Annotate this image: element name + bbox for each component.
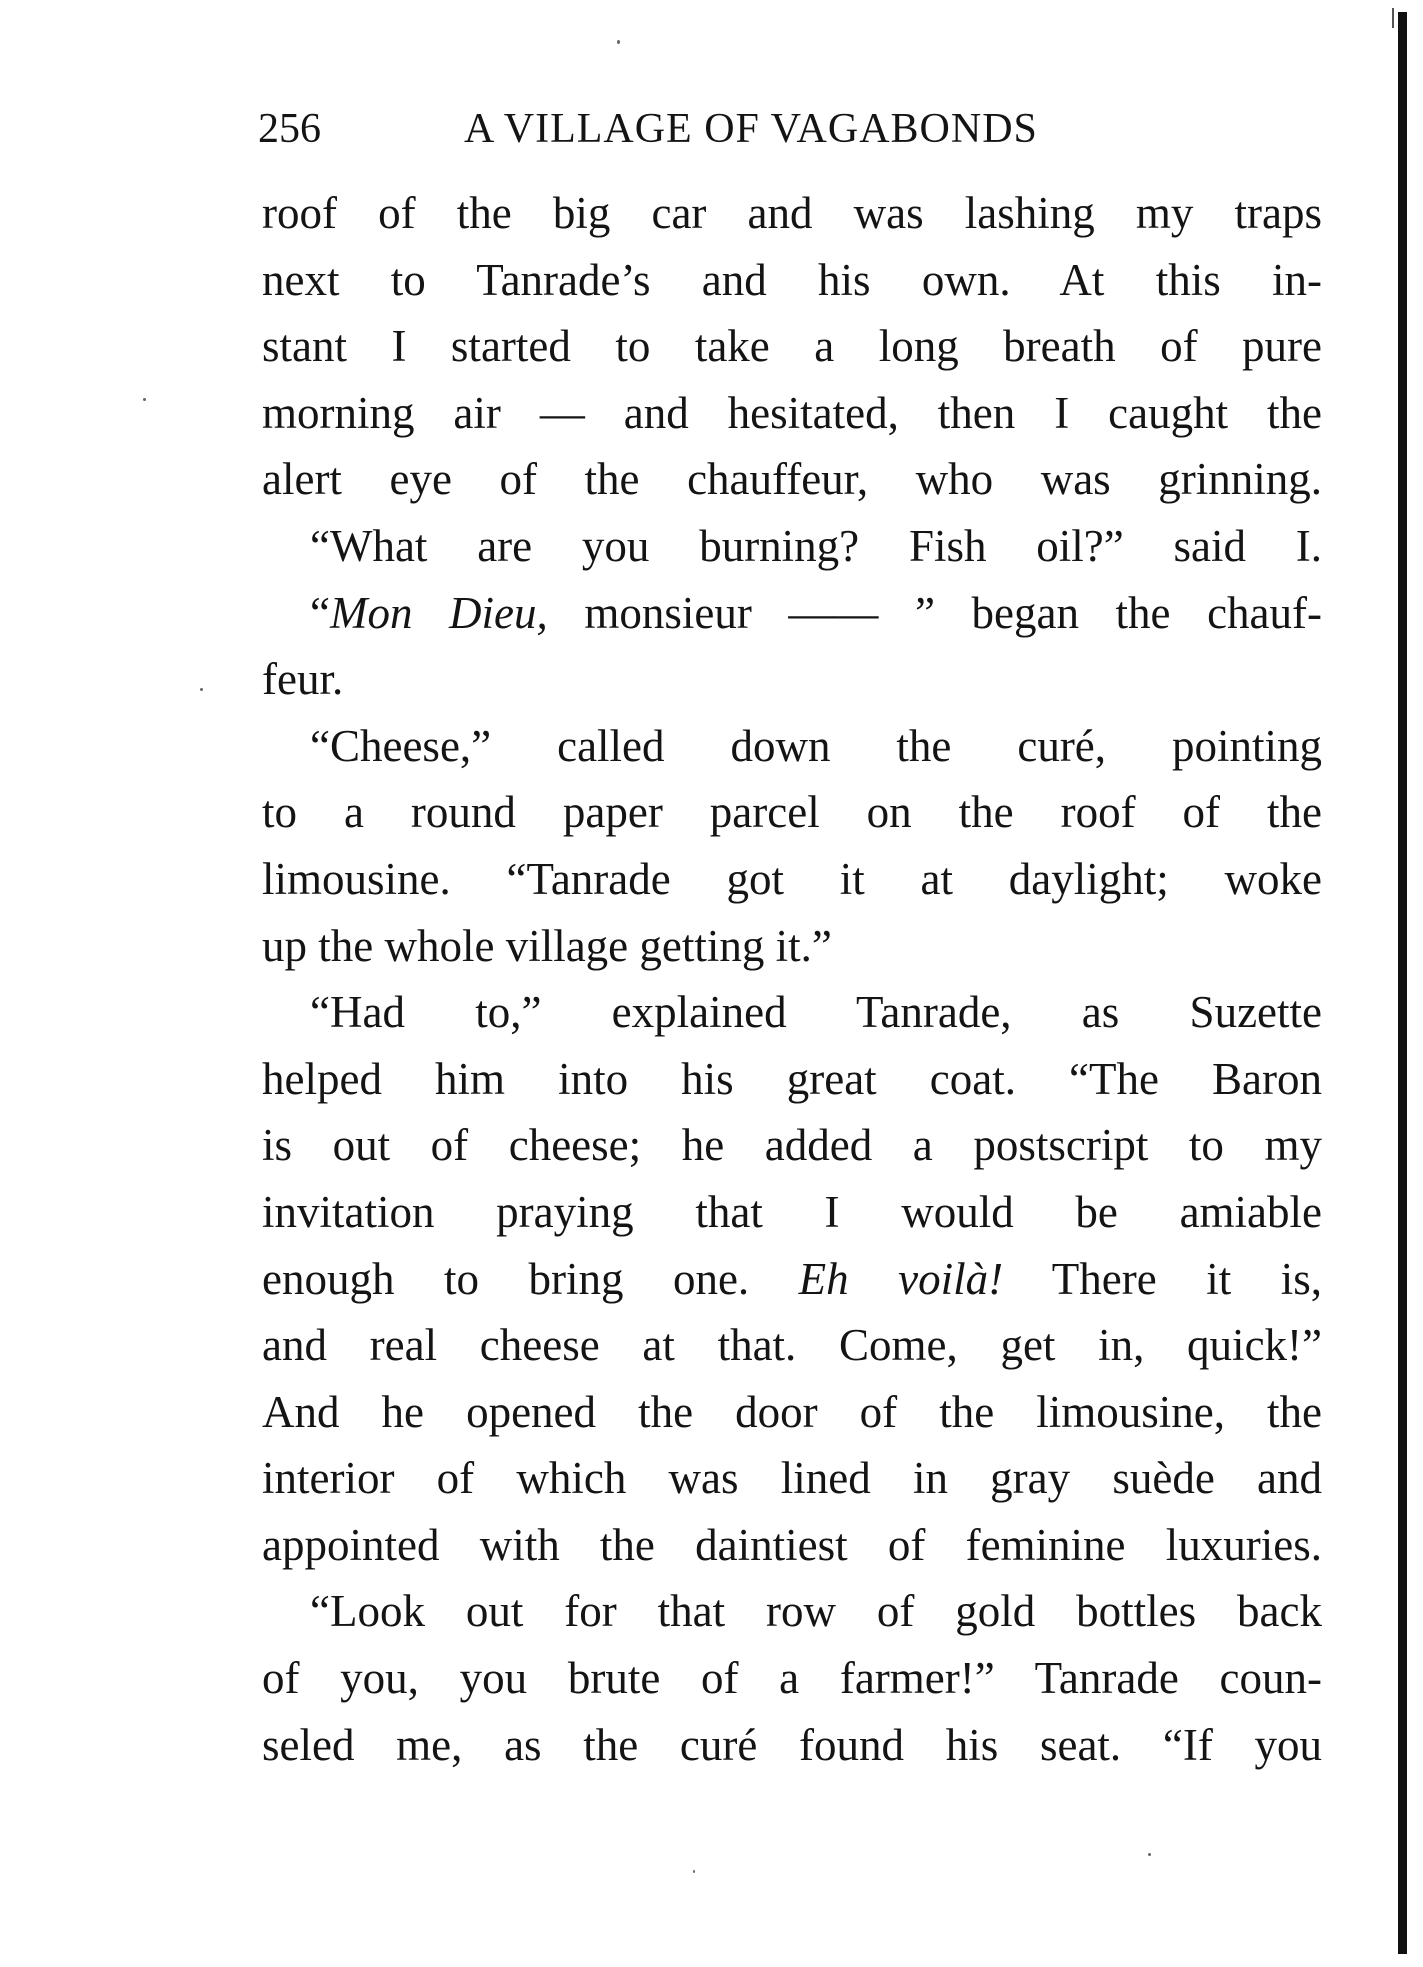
text-line: and real cheese at that. Come, get in, quick!”	[262, 1320, 1322, 1371]
text-run: monsieur —— ” began the chauf-	[547, 587, 1322, 638]
page-number: 256	[258, 106, 321, 152]
text-line: “Had to,” explained Tanrade, as Suzette	[310, 987, 1322, 1038]
text-line: And he opened the door of the limousine, the	[262, 1386, 1322, 1437]
text-line: of you, you brute of a farmer!” Tanrade coun-	[262, 1653, 1322, 1704]
text-line: “Cheese,” called down the curé, pointing	[310, 720, 1322, 771]
text-run: enough to bring one.	[262, 1253, 799, 1304]
italic-phrase: Eh voilà!	[798, 1253, 1004, 1304]
text-line: seled me, as the curé found his seat. “If you	[262, 1719, 1322, 1770]
text-line: feur.	[262, 654, 344, 705]
ink-speck	[1148, 1853, 1151, 1856]
running-header	[258, 104, 1118, 154]
italic-phrase: Mon Dieu,	[329, 587, 548, 638]
text-line: is out of cheese; he added a postscript to my	[262, 1120, 1322, 1171]
text-line: roof of the big car and was lashing my traps	[262, 188, 1322, 238]
text-line: next to Tanrade’s and his own. At this in-	[262, 254, 1322, 305]
ink-speck	[143, 398, 146, 401]
page-edge-mark	[1392, 8, 1394, 28]
text-run: There it is,	[1003, 1253, 1322, 1304]
text-line: alert eye of the chauffeur, who was grinning.	[262, 454, 1322, 505]
page-edge-shadow	[1398, 12, 1407, 1954]
running-title: A VILLAGE OF VAGABONDS	[464, 106, 1038, 152]
text-line: appointed with the daintiest of feminine luxuries.	[262, 1519, 1322, 1570]
text-line: “Look out for that row of gold bottles back	[310, 1586, 1322, 1637]
text-line: “What are you burning? Fish oil?” said I.	[310, 520, 1322, 571]
ink-speck	[617, 40, 620, 44]
text-run: “	[310, 587, 330, 638]
text-line: invitation praying that I would be amiable	[262, 1186, 1322, 1237]
text-line	[262, 1246, 1322, 1313]
text-line: limousine. “Tanrade got it at daylight; woke	[262, 853, 1322, 904]
text-line: up the whole village getting it.”	[262, 920, 832, 971]
text-line: morning air — and hesitated, then I caught the	[262, 387, 1322, 438]
ink-speck	[200, 688, 203, 691]
body-text	[262, 180, 1322, 1778]
text-line: interior of which was lined in gray suède and	[262, 1453, 1322, 1504]
text-line	[262, 580, 1322, 647]
text-line: to a round paper parcel on the roof of the	[262, 787, 1322, 838]
ink-speck	[693, 1870, 695, 1873]
text-line: stant I started to take a long breath of pure	[262, 321, 1322, 372]
text-line: helped him into his great coat. “The Baron	[262, 1053, 1322, 1104]
